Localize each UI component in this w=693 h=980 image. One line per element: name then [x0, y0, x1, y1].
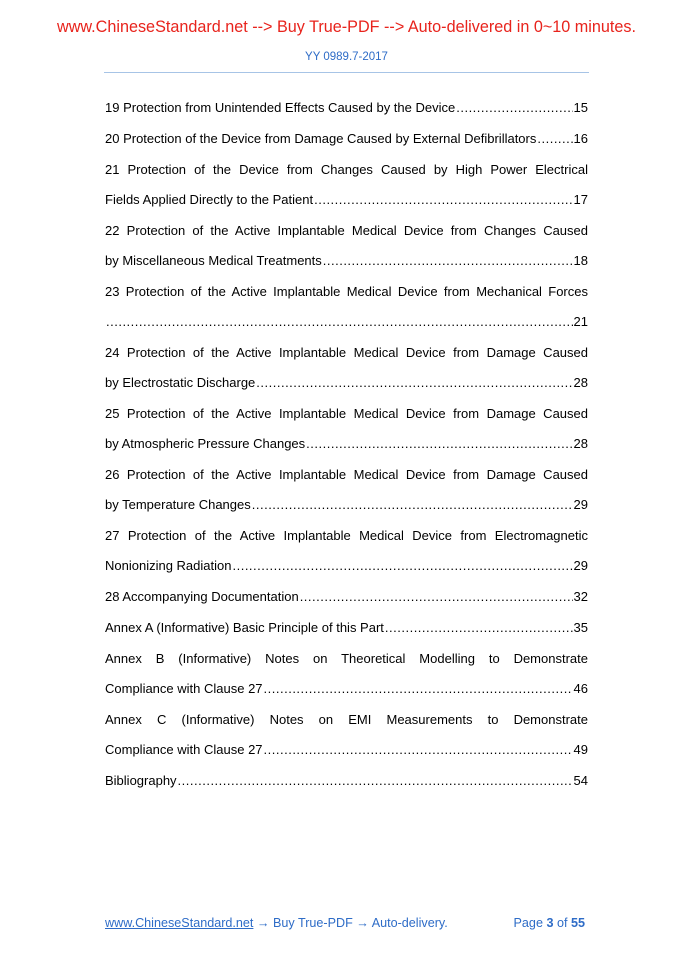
page-footer [105, 916, 585, 930]
header-divider [104, 72, 589, 73]
toc-entry-title-line2: by Electrostatic Discharge [105, 375, 256, 390]
dot-leader [537, 124, 572, 154]
dot-leader [232, 551, 572, 581]
toc-entry-28[interactable] [105, 582, 588, 612]
toc-page-number: 54 [573, 773, 588, 788]
toc-page-number: 46 [573, 681, 588, 696]
toc-page-number: 17 [573, 192, 588, 207]
toc-entry-25[interactable] [105, 399, 588, 459]
document-code: YY 0989.7-2017 [305, 51, 388, 63]
dot-leader [264, 674, 573, 704]
toc-entry-title-line2: Fields Applied Directly to the Patient [105, 192, 314, 207]
toc-page-number: 35 [573, 620, 588, 635]
toc-entry-title-line2: by Miscellaneous Medical Treatments [105, 253, 322, 268]
toc-entry-title-line1: 21 Protection of the Device from Changes Caused by High Power Electrical [105, 162, 588, 177]
toc-entry-title: 19 Protection from Unintended Effects Caused by the Device [105, 100, 456, 115]
toc-entry-21[interactable] [105, 155, 588, 215]
of-label: of [556, 916, 568, 930]
page-counter [514, 916, 585, 930]
toc-page-number: 28 [573, 436, 588, 451]
toc-page-number: 32 [573, 589, 588, 604]
toc-page-number: 21 [573, 314, 588, 329]
toc-entry-title-line1: 26 Protection of the Active Implantable Medical Device from Damage Caused [105, 467, 588, 482]
toc-entry-title-line2: Compliance with Clause 27 [105, 742, 263, 757]
dot-leader [300, 582, 573, 612]
footer-auto-text: Auto-delivery. [371, 916, 448, 930]
footer-site-link[interactable]: www.ChineseStandard.net [105, 916, 254, 930]
footer-arrow: → [352, 916, 372, 930]
toc-entry-annex-c[interactable] [105, 705, 588, 765]
footer-buy-text: Buy True-PDF [273, 916, 353, 930]
toc-entry-22[interactable] [105, 216, 588, 276]
toc-entry-title-line1: 24 Protection of the Active Implantable Medical Device from Damage Caused [105, 345, 588, 360]
toc-entry-title: Annex A (Informative) Basic Principle of this Part [105, 620, 384, 635]
dot-leader [106, 307, 573, 337]
toc-entry-title: 28 Accompanying Documentation [105, 589, 299, 604]
toc-entry-26[interactable] [105, 460, 588, 520]
toc-page-number: 16 [573, 131, 588, 146]
toc-entry-title: 20 Protection of the Device from Damage Caused by External Defibrillators [105, 131, 537, 146]
toc-entry-title-line2: Nonionizing Radiation [105, 558, 232, 573]
toc-entry-bibliography[interactable] [105, 766, 588, 796]
toc-entry-annex-a[interactable] [105, 613, 588, 643]
toc-entry-title-line1: 22 Protection of the Active Implantable Medical Device from Changes Caused [105, 223, 588, 238]
top-banner[interactable]: www.ChineseStandard.net --> Buy True-PDF --> Auto-delivered in 0~10 minutes. [57, 18, 636, 36]
dot-leader [252, 490, 573, 520]
dot-leader [264, 735, 573, 765]
toc-page-number: 28 [573, 375, 588, 390]
page-label: Page [513, 916, 543, 930]
toc-entry-title-line1: 23 Protection of the Active Implantable Medical Device from Mechanical Forces [105, 284, 588, 299]
toc-page-number: 15 [573, 100, 588, 115]
footer-arrow: → [253, 916, 274, 930]
toc-entry-19[interactable] [105, 93, 588, 123]
toc-entry-27[interactable] [105, 521, 588, 581]
dot-leader [256, 368, 572, 398]
toc-page-number: 29 [573, 558, 588, 573]
dot-leader [323, 246, 573, 276]
total-pages: 55 [570, 916, 585, 930]
dot-leader [456, 93, 572, 123]
toc-entry-annex-b[interactable] [105, 644, 588, 704]
table-of-contents [105, 93, 588, 797]
current-page: 3 [546, 916, 554, 930]
toc-entry-title-line1: Annex C (Informative) Notes on EMI Measurements to Demonstrate [105, 712, 588, 727]
dot-leader [178, 766, 573, 796]
dot-leader [314, 185, 572, 215]
toc-page-number: 49 [573, 742, 588, 757]
dot-leader [306, 429, 572, 459]
toc-entry-title-line2: Compliance with Clause 27 [105, 681, 263, 696]
toc-entry-title: Bibliography [105, 773, 177, 788]
toc-page-number: 29 [573, 497, 588, 512]
toc-entry-24[interactable] [105, 338, 588, 398]
toc-entry-title-line2: by Atmospheric Pressure Changes [105, 436, 306, 451]
toc-entry-title-line1: Annex B (Informative) Notes on Theoretical Modelling to Demonstrate [105, 651, 588, 666]
toc-entry-title-line1: 25 Protection of the Active Implantable Medical Device from Damage Caused [105, 406, 588, 421]
toc-entry-23[interactable] [105, 277, 588, 337]
toc-entry-title-line2: by Temperature Changes [105, 497, 251, 512]
dot-leader [385, 613, 573, 643]
toc-entry-20[interactable] [105, 124, 588, 154]
toc-entry-title-line1: 27 Protection of the Active Implantable Medical Device from Electromagnetic [105, 528, 588, 543]
toc-page-number: 18 [573, 253, 588, 268]
